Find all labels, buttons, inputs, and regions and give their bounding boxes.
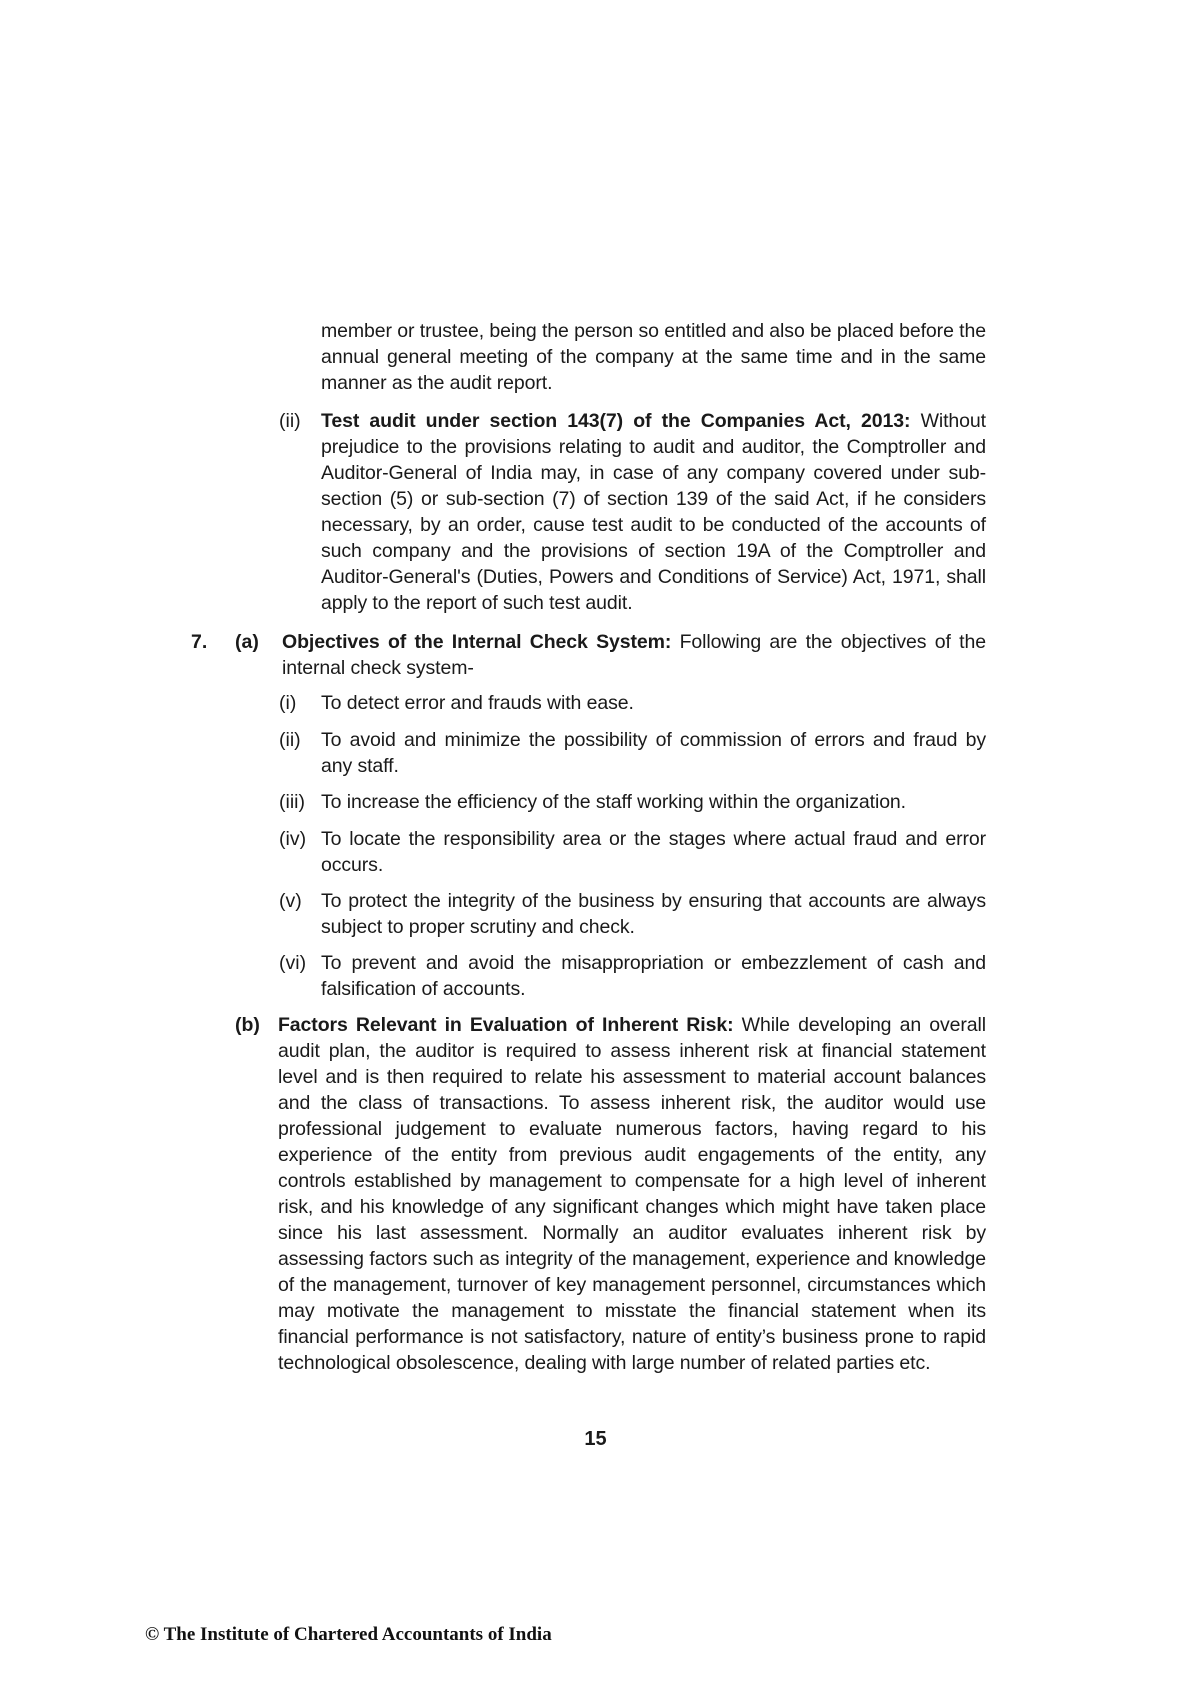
objective-marker: (iv)	[279, 828, 307, 850]
copyright-footer: © The Institute of Chartered Accountants of India	[145, 1624, 552, 1645]
test-audit-body: Without prejudice to the provisions relating to audit and auditor, the Comptroller and Auditor-General of India may, in case of any company covered under sub-section (5) or sub-section (7) of section 139 of the said Act, if he considers necessary, by an order, cause test audit to be conducted of the accounts of such company and the provisions of section 19A of the Comptroller and Auditor-General's (Duties, Powers and Conditions of Service) Act, 1971, shall apply to the report of such test audit.	[321, 410, 986, 614]
continuation-paragraph: member or trustee, being the person so entitled and also be placed before the annual general meeting of the company at the same time and in the same manner as the audit report.	[321, 320, 986, 394]
part-a-marker: (a)	[235, 631, 259, 653]
part-a-intro	[282, 629, 986, 681]
objective-item: To detect error and frauds with ease.	[321, 692, 634, 714]
objective-item: To avoid and minimize the possibility of commission of errors and fraud by any staff.	[321, 729, 986, 777]
part-b-heading: Factors Relevant in Evaluation of Inherent Risk:	[278, 1014, 734, 1036]
objective-item: To prevent and avoid the misappropriation or embezzlement of cash and falsification of accounts.	[321, 952, 986, 1000]
part-b-marker: (b)	[235, 1014, 260, 1036]
test-audit-paragraph	[321, 408, 986, 616]
item-ii-marker: (ii)	[279, 410, 301, 432]
objective-item: To protect the integrity of the business by ensuring that accounts are always subject to proper scrutiny and check.	[321, 890, 986, 938]
part-a-heading: Objectives of the Internal Check System:	[282, 631, 672, 653]
objective-marker: (i)	[279, 692, 297, 714]
test-audit-heading: Test audit under section 143(7) of the Companies Act, 2013:	[321, 410, 911, 432]
part-b-body: While developing an overall audit plan, the auditor is required to assess inherent risk at financial statement level and is then required to relate his assessment to material account balances and the class of transactions. To assess inherent risk, the auditor would use professional judgement to evaluate numerous factors, having regard to his experience of the entity from previous audit engagements of the entity, any controls established by management to compensate for a high level of inherent risk, and his knowledge of any significant changes which might have taken place since his last assessment. Normally an auditor evaluates inherent risk by assessing factors such as integrity of the management, experience and knowledge of the management, turnover of key management personnel, circumstances which may motivate the management to misstate the financial statement when its financial performance is not satisfactory, nature of entity’s business prone to rapid technological obsolescence, dealing with large number of related parties etc.	[278, 1014, 986, 1374]
objective-marker: (ii)	[279, 729, 301, 751]
part-a-body: Following are the objectives of the internal check system-	[282, 631, 986, 679]
objective-item: To increase the efficiency of the staff working within the organization.	[321, 791, 906, 813]
page-number: 15	[584, 1428, 607, 1450]
objective-marker: (v)	[279, 890, 302, 912]
objective-item: To locate the responsibility area or the stages where actual fraud and error occurs.	[321, 828, 986, 876]
objective-marker: (iii)	[279, 791, 305, 813]
part-b-paragraph	[278, 1012, 986, 1376]
objective-marker: (vi)	[279, 952, 307, 974]
question-7-number: 7.	[191, 631, 208, 653]
